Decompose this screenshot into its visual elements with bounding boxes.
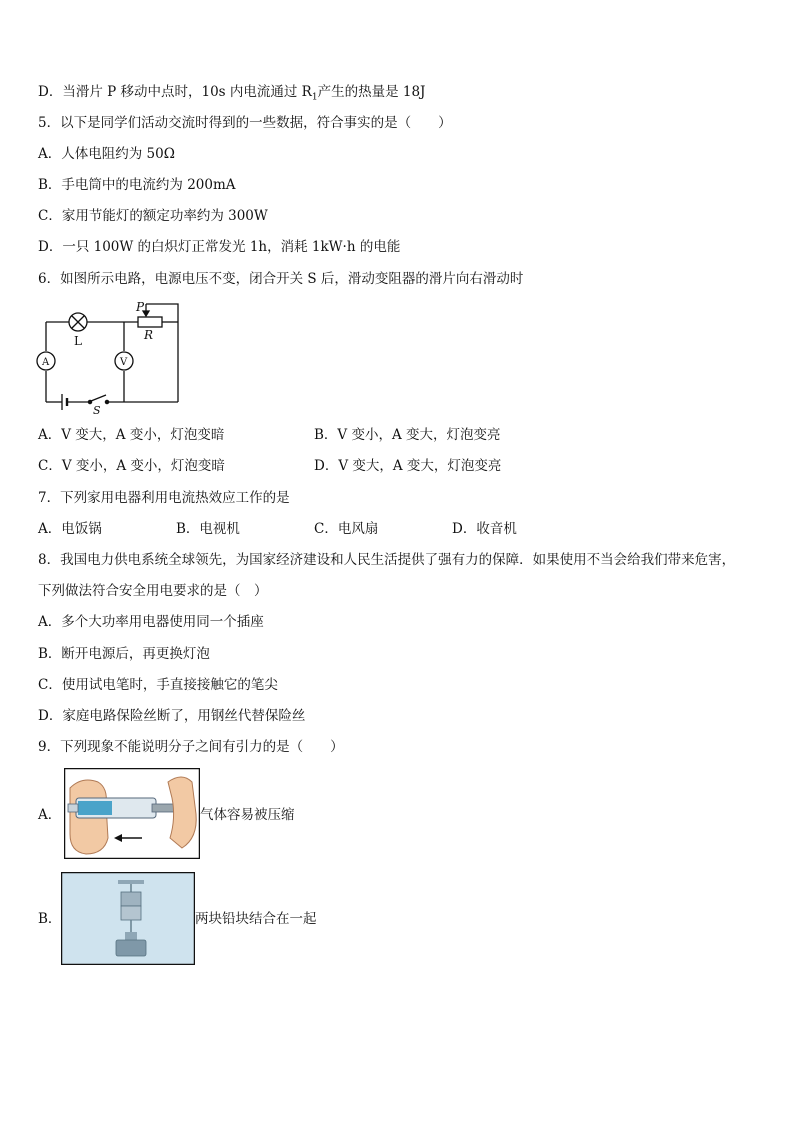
label-s: S (93, 404, 101, 416)
q4-option-d (38, 83, 425, 107)
q8-stem-line2: 下列做法符合安全用电要求的是（ ） (38, 583, 268, 599)
q9-option-b-text: 两块铅块结合在一起 (195, 911, 317, 927)
q4-option-d-text: D．当滑片 P 移动中点时，10s 内电流通过 R (38, 84, 312, 100)
q4-option-d-tail: 产生的热量是 18J (317, 84, 426, 100)
q7-option-b: B．电视机 (176, 521, 240, 537)
q5-option-b: B．手电筒中的电流约为 200mA (38, 177, 236, 193)
q8-option-b: B．断开电源后，再更换灯泡 (38, 646, 210, 662)
label-l: L (74, 334, 82, 348)
q8-option-c: C．使用试电笔时，手直接接触它的笔尖 (38, 677, 278, 693)
q5-option-a: A．人体电阻约为 50Ω (38, 146, 175, 162)
q9-option-a-text: 气体容易被压缩 (200, 807, 295, 823)
label-p: P (136, 300, 145, 314)
r1-subscript: 1 (311, 92, 318, 103)
label-a: A (42, 357, 50, 368)
q9-stem: 9．下列现象不能说明分子之间有引力的是（ ） (38, 739, 344, 755)
label-v: V (120, 357, 128, 368)
q8-option-d: D．家庭电路保险丝断了，用钢丝代替保险丝 (38, 708, 306, 724)
q8-option-a: A．多个大功率用电器使用同一个插座 (38, 614, 264, 630)
q9-option-a-letter: A． (38, 807, 62, 823)
q8-stem-line1: 8．我国电力供电系统全球领先，为国家经济建设和人民生活提供了强有力的保障．如果使用不当会给我们带来危害， (38, 552, 736, 568)
q7-stem: 7．下列家用电器利用电流热效应工作的是 (38, 490, 290, 506)
syringe-image (64, 768, 200, 859)
q6-option-d: D．V 变大，A 变大，灯泡变亮 (314, 458, 502, 474)
q5-option-d: D．一只 100W 的白炽灯正常发光 1h，消耗 1kW·h 的电能 (38, 239, 401, 255)
q7-option-c: C．电风扇 (314, 521, 379, 537)
q9-option-b-letter: B． (38, 911, 62, 927)
label-r: R (144, 328, 154, 342)
circuit-diagram (36, 298, 186, 416)
q5-stem: 5．以下是同学们活动交流时得到的一些数据，符合事实的是（ ） (38, 115, 452, 131)
q7-option-d: D．收音机 (452, 521, 517, 537)
q6-stem: 6．如图所示电路，电源电压不变，闭合开关 S 后，滑动变阻器的滑片向右滑动时 (38, 271, 524, 287)
q6-option-c: C．V 变小，A 变小，灯泡变暗 (38, 458, 225, 474)
q6-option-a: A．V 变大，A 变小，灯泡变暗 (38, 427, 225, 443)
q5-option-c: C．家用节能灯的额定功率约为 300W (38, 208, 268, 224)
lead-blocks-image (61, 872, 195, 965)
q6-option-b: B．V 变小，A 变大，灯泡变亮 (314, 427, 501, 443)
q7-option-a: A．电饭锅 (38, 521, 102, 537)
